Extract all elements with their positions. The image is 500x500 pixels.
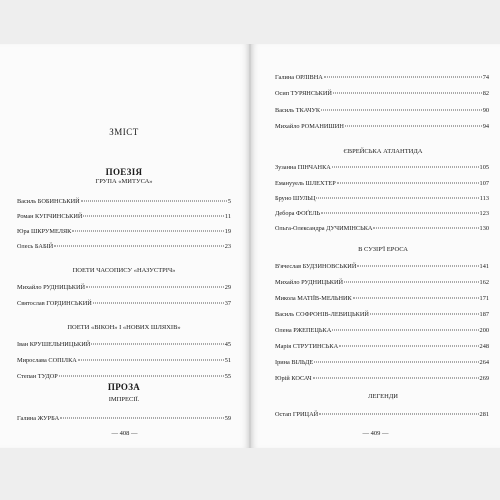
page-number: 264 <box>479 359 489 366</box>
leader-dots <box>72 231 223 232</box>
leader-dots <box>344 282 478 283</box>
toc-entry <box>275 263 489 271</box>
toc-entry <box>275 90 489 98</box>
toc-entry <box>275 343 489 351</box>
toc-entry <box>17 373 231 381</box>
page-number: 105 <box>479 164 489 171</box>
page-number: 200 <box>479 327 489 334</box>
leader-dots <box>93 303 224 304</box>
right-page <box>251 44 500 448</box>
author-name: Осип ТУРЯНСЬКИЙ <box>275 90 332 97</box>
author-name: Галина ЖУРБА <box>17 415 60 422</box>
author-name: Еманууель ШЛЕХТЕР <box>275 180 336 187</box>
toc-entry <box>17 341 231 349</box>
leader-dots <box>339 346 478 347</box>
toc-title: ЗМІСТ <box>109 127 139 137</box>
page-number: 141 <box>479 263 489 270</box>
page-number: 82 <box>482 90 489 97</box>
author-name: Михайло РОМАНИШИН <box>275 123 344 130</box>
author-name: Василь ТКАЧУК <box>275 107 321 114</box>
author-name: Василь СОФРОНІВ-ЛЕВИЦЬКИЙ <box>275 311 369 318</box>
toc-entry <box>275 375 489 383</box>
leader-dots <box>316 198 478 199</box>
author-name: Ольга-Олександра ДУЧИМІНСЬКА <box>275 225 373 232</box>
page-number: 107 <box>479 180 489 187</box>
leader-dots <box>78 360 224 361</box>
group-heading-erosa: В СУЗІР'Ї ЕРОСА <box>358 246 408 253</box>
author-name: Марія СТРУТИНСЬКА <box>275 343 339 350</box>
prose-heading: ПРОЗА <box>107 382 141 392</box>
toc-entry <box>17 357 231 365</box>
page-number: 19 <box>224 228 231 235</box>
author-name: Зузанна ПІНЧАНКА <box>275 164 331 171</box>
author-name: Юра ШКРУМЕЛЯК <box>17 228 72 235</box>
page-number: 90 <box>482 107 489 114</box>
group-heading-nazustrich: ПОЕТИ ЧАСОПИСУ «НАЗУСТРІЧ» <box>72 267 176 274</box>
page-number: 123 <box>479 210 489 217</box>
left-page <box>0 44 249 448</box>
leader-dots <box>314 362 478 363</box>
page-number: 130 <box>479 225 489 232</box>
page-number: 281 <box>479 411 489 418</box>
leader-dots <box>59 376 224 377</box>
page-number: 113 <box>479 195 489 202</box>
toc-entry <box>17 300 231 308</box>
page-folio: — 408 — <box>111 430 138 437</box>
author-name: Бруно ШУЛЬЦ <box>275 195 316 202</box>
author-name: Степан ТУДОР <box>17 373 58 380</box>
author-name: В'ячеслав БУДЗИНОВСЬКИЙ <box>275 263 357 270</box>
author-name: Роман КУПЧИНСЬКИЙ <box>17 213 83 220</box>
author-name: Галина ОРЛІВНА <box>275 74 323 81</box>
page-number: 171 <box>479 295 489 302</box>
leader-dots <box>60 418 224 419</box>
page-number: 23 <box>224 243 231 250</box>
group-heading-atlantyda: ЄВРЕЙСЬКА АТЛАНТИДА <box>343 148 423 155</box>
group-heading-impresii: ІМПРЕСІЇ. <box>108 396 140 403</box>
toc-entry <box>275 279 489 287</box>
page-number: 29 <box>224 284 231 291</box>
author-name: Іван КРУШЕЛЬНИЦЬКИЙ <box>17 341 91 348</box>
toc-entry <box>17 213 231 221</box>
author-name: Микола МАТІЇВ-МЕЛЬНИК <box>275 295 352 302</box>
leader-dots <box>81 201 227 202</box>
toc-entry <box>17 198 231 206</box>
page-folio: — 409 — <box>362 430 389 437</box>
leader-dots <box>337 183 479 184</box>
toc-entry <box>275 359 489 367</box>
page-number: 248 <box>479 343 489 350</box>
leader-dots <box>313 378 479 379</box>
leader-dots <box>91 344 223 345</box>
page-number: 269 <box>479 375 489 382</box>
page-number: 59 <box>224 415 231 422</box>
page-number: 55 <box>224 373 231 380</box>
author-name: Остап ГРИЦАЙ <box>275 411 319 418</box>
leader-dots <box>345 126 482 127</box>
leader-dots <box>321 110 482 111</box>
toc-entry <box>275 295 489 303</box>
poetry-heading: ПОЕЗІЯ <box>105 167 143 177</box>
leader-dots <box>357 266 478 267</box>
group-heading-legendy: ЛЕГЕНДИ <box>368 393 398 400</box>
toc-entry <box>275 225 489 233</box>
toc-entry <box>275 74 489 82</box>
leader-dots <box>332 330 478 331</box>
page-number: 11 <box>224 213 231 220</box>
leader-dots <box>54 246 223 247</box>
page-number: 162 <box>479 279 489 286</box>
toc-entry <box>17 228 231 236</box>
leader-dots <box>373 228 478 229</box>
leader-dots <box>319 414 478 415</box>
author-name: Михайло РУДНИЦЬКИЙ <box>275 279 344 286</box>
leader-dots <box>370 314 479 315</box>
leader-dots <box>83 216 223 217</box>
page-number: 74 <box>482 74 489 81</box>
leader-dots <box>353 298 479 299</box>
leader-dots <box>324 77 482 78</box>
page-number: 94 <box>482 123 489 130</box>
page-number: 37 <box>224 300 231 307</box>
author-name: Мирослава СОПІЛКА <box>17 357 77 364</box>
page-number: 45 <box>224 341 231 348</box>
page-number: 187 <box>479 311 489 318</box>
toc-entry <box>275 210 489 218</box>
leader-dots <box>332 167 479 168</box>
author-name: Юрій КОСАЧ <box>275 375 312 382</box>
author-name: Василь БОБИНСЬКИЙ <box>17 198 80 205</box>
group-heading-vikna: ПОЕТИ «ВІКОН» І «НОВИХ ШЛЯХІВ» <box>67 324 181 331</box>
toc-entry <box>275 195 489 203</box>
page-number: 51 <box>224 357 231 364</box>
toc-entry <box>275 311 489 319</box>
toc-entry <box>275 164 489 172</box>
author-name: Олесь БАБІЙ <box>17 243 54 250</box>
author-name: Олена РЖЕПЕЦЬКА <box>275 327 332 334</box>
toc-entry <box>275 180 489 188</box>
author-name: Михайло РУДНИЦЬКИЙ <box>17 284 86 291</box>
author-name: Святослав ГОРДИНСЬКИЙ <box>17 300 92 307</box>
leader-dots <box>333 93 482 94</box>
toc-entry <box>275 123 489 131</box>
toc-entry <box>17 284 231 292</box>
leader-dots <box>321 213 478 214</box>
author-name: Дебора ФОҐЕЛЬ <box>275 210 321 217</box>
toc-entry <box>275 411 489 419</box>
leader-dots <box>86 287 224 288</box>
toc-entry <box>275 327 489 335</box>
group-heading-mytusa: ГРУПА «МИТУСА» <box>95 178 153 185</box>
toc-entry <box>17 415 231 423</box>
page-number: 5 <box>227 198 231 205</box>
toc-entry <box>17 243 231 251</box>
toc-entry <box>275 107 489 115</box>
author-name: Ірина ВІЛЬДЕ <box>275 359 314 366</box>
